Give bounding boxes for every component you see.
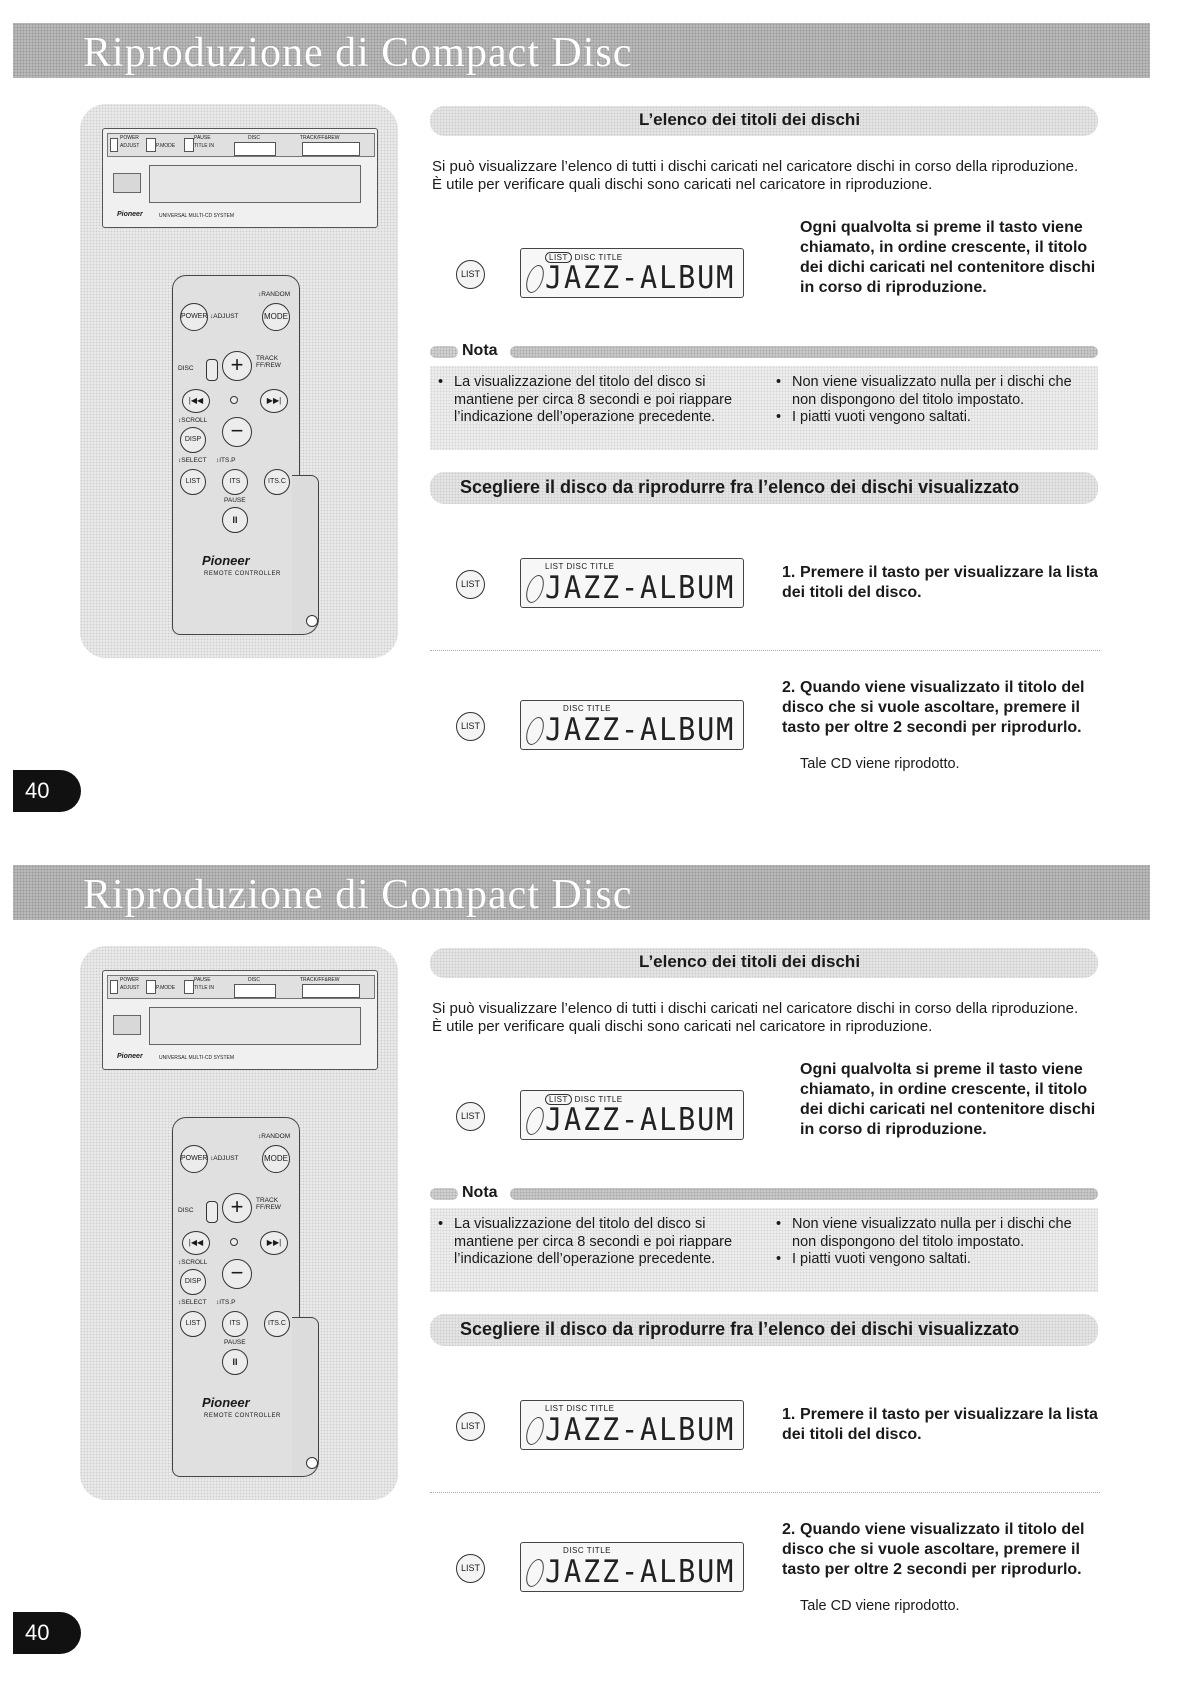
section-disc-title-list-heading: L’elenco dei titoli dei dischi — [639, 952, 861, 971]
hu-track-button — [302, 984, 360, 998]
remote-prev-button: |◀◀ — [182, 1231, 210, 1255]
remote-disp-button: DISP — [180, 427, 206, 453]
nota-bar — [510, 346, 1098, 358]
lcd-display — [520, 1542, 744, 1592]
hu-pause-button — [184, 980, 194, 994]
lcd-disc-title-indicator: DISC TITLE — [563, 1546, 611, 1555]
lcd-list-indicator: LIST — [545, 1094, 572, 1105]
step-text: Premere il tasto per visualizzare la lista dei titoli del disco. — [782, 1406, 1098, 1443]
hu-track-label: TRACK/FF&REW — [300, 977, 340, 983]
nota-label: Nota — [462, 342, 498, 359]
lcd-disc-title-indicator: DISC TITLE — [574, 253, 623, 262]
hu-disc-button — [234, 984, 276, 998]
remote-track-label: TRACK FF/REW — [256, 355, 281, 369]
step-number: 2. — [782, 1521, 796, 1538]
hu-track-label: TRACK/FF&REW — [300, 135, 340, 141]
remote-scroll-label: ↕SCROLL — [178, 1259, 208, 1266]
step-2-note: Tale CD viene riprodotto. — [800, 1598, 960, 1614]
list-button-icon: LIST — [456, 1412, 485, 1441]
head-unit-illustration — [102, 970, 384, 1074]
section-choose-disc — [430, 472, 1098, 504]
section-disc-title-list-heading: L’elenco dei titoli dei dischi — [639, 110, 861, 129]
nota-header — [430, 1184, 1098, 1204]
lcd-disc-title-indicator: DISC TITLE — [566, 562, 615, 571]
nota-pill — [430, 1188, 458, 1200]
nota-item: • I piatti vuoti vengono saltati. — [772, 409, 1094, 427]
lcd-display — [520, 558, 744, 608]
hu-subtitle: UNIVERSAL MULTI-CD SYSTEM — [159, 1055, 235, 1061]
remote-lanyard-hole — [306, 615, 318, 627]
page-header — [13, 23, 1150, 78]
step-text: Quando viene visualizzato il titolo del disco che si vuole ascoltare, premere il tasto per oltre 2 secondi per riprodurlo. — [782, 1521, 1085, 1578]
page-header — [13, 865, 1150, 920]
remote-select-label: ↕SELECT — [178, 457, 207, 464]
head-unit-button-strip — [107, 975, 375, 999]
remote-itsp-label: ↕ITS.P — [216, 457, 236, 464]
hu-title-in-label: TITLE IN — [194, 143, 215, 149]
instruction-text: Ogni qualvolta si preme il tasto viene chiamato, in ordine crescente, il titolo dei dichi caricati nel contenitore dischi in corso di riproduzione. — [800, 1061, 1096, 1138]
remote-random-label: ↕RANDOM — [258, 1133, 291, 1140]
instruction-text: Ogni qualvolta si preme il tasto viene chiamato, in ordine crescente, il titolo dei dichi caricati nel contenitore dischi in corso di riproduzione. — [800, 219, 1096, 296]
nota-column-left — [434, 374, 754, 427]
hu-pause-label: PAUSE — [194, 977, 211, 983]
list-button-icon: LIST — [456, 1554, 485, 1583]
hu-track-button — [302, 142, 360, 156]
step-number: 1. — [782, 1406, 796, 1423]
hu-adjust-label: ADJUST — [120, 985, 140, 991]
hu-brand-logo: Pioneer — [117, 1053, 143, 1060]
disc-icon — [523, 717, 547, 745]
remote-itsp-label: ↕ITS.P — [216, 1299, 236, 1306]
remote-next-button: ▶▶| — [260, 389, 288, 413]
hu-pmode-label: P.MODE — [156, 143, 176, 149]
step-2 — [782, 678, 1102, 738]
hu-adjust-label: ADJUST — [120, 143, 140, 149]
remote-brand-logo: Pioneer — [202, 553, 250, 568]
nota-item: • I piatti vuoti vengono saltati. — [772, 1251, 1094, 1269]
nota-box — [430, 366, 1098, 450]
nota-box — [430, 1208, 1098, 1292]
lcd-text: JAZZ-ALBUM — [545, 1554, 736, 1590]
head-unit-button-strip — [107, 133, 375, 157]
nota-column-right — [772, 374, 1094, 427]
remote-disc-label: DISC — [178, 1207, 194, 1214]
list-button-icon: LIST — [456, 260, 485, 289]
section-choose-disc-heading: Scegliere il disco da riprodurre fra l’elenco dei dischi visualizzato — [460, 477, 1020, 497]
remote-its-button: ITS — [222, 469, 248, 495]
hu-disc-label: DISC — [248, 977, 260, 983]
hu-brand-logo: Pioneer — [117, 211, 143, 218]
hu-power-button — [110, 980, 118, 994]
disc-icon — [523, 265, 547, 293]
nota-header — [430, 342, 1098, 362]
remote-minus-button: − — [222, 417, 252, 447]
lcd-list-indicator: LIST — [545, 1404, 564, 1413]
remote-prev-button: |◀◀ — [182, 389, 210, 413]
lcd-disc-title-indicator: DISC TITLE — [566, 1404, 615, 1413]
step-1 — [782, 563, 1102, 603]
section-choose-disc — [430, 1314, 1098, 1346]
hu-display — [149, 165, 361, 203]
intro-text: Si può visualizzare l’elenco di tutti i dischi caricati nel caricatore dischi in corso della riproduzione. È utile per verificare quali dischi sono caricati nel caricatore in riproduzione. — [432, 158, 1079, 193]
remote-disc-up-button — [206, 359, 218, 381]
hu-pause-label: PAUSE — [194, 135, 211, 141]
remote-mode-button: MODE — [262, 1145, 290, 1173]
step-1 — [782, 1405, 1102, 1445]
remote-itsc-button: ITS.C — [264, 1311, 290, 1337]
remote-plus-button: + — [222, 351, 252, 381]
remote-lanyard-hole — [306, 1457, 318, 1469]
remote-disp-button: DISP — [180, 1269, 206, 1295]
remote-brand-logo: Pioneer — [202, 1395, 250, 1410]
section-choose-disc-heading: Scegliere il disco da riprodurre fra l’elenco dei dischi visualizzato — [460, 1319, 1020, 1339]
step-text: Quando viene visualizzato il titolo del disco che si vuole ascoltare, premere il tasto per oltre 2 secondi per riprodurlo. — [782, 679, 1085, 736]
page-number: 40 — [13, 1612, 81, 1654]
hu-display — [149, 1007, 361, 1045]
remote-subtitle: REMOTE CONTROLLER — [204, 1413, 281, 1419]
remote-minus-button: − — [222, 1259, 252, 1289]
remote-center-dot — [230, 396, 238, 404]
hu-disc-logo — [113, 173, 141, 193]
head-unit-body — [102, 128, 378, 228]
nota-column-left — [434, 1216, 754, 1269]
hu-pmode-button — [146, 138, 156, 152]
remote-list-button: LIST — [180, 1311, 206, 1337]
intro-text: Si può visualizzare l’elenco di tutti i dischi caricati nel caricatore dischi in corso della riproduzione. È utile per verificare quali dischi sono caricati nel caricatore in riproduzione. — [432, 1000, 1079, 1035]
step-number: 2. — [782, 679, 796, 696]
step-2-note: Tale CD viene riprodotto. — [800, 756, 960, 772]
hu-subtitle: UNIVERSAL MULTI-CD SYSTEM — [159, 213, 235, 219]
lcd-list-indicator: LIST — [545, 562, 564, 571]
hu-disc-label: DISC — [248, 135, 260, 141]
section-disc-title-list — [430, 948, 1098, 978]
remote-extension — [292, 475, 319, 635]
lcd-text: JAZZ-ALBUM — [545, 570, 736, 606]
lcd-text: JAZZ-ALBUM — [545, 1102, 736, 1138]
lcd-disc-title-indicator: DISC TITLE — [574, 1095, 623, 1104]
page-title: Riproduzione di Compact Disc — [83, 30, 633, 76]
remote-disc-label: DISC — [178, 365, 194, 372]
remote-random-label: ↕RANDOM — [258, 291, 291, 298]
hu-pmode-button — [146, 980, 156, 994]
nota-pill — [430, 346, 458, 358]
nota-item: • La visualizzazione del titolo del disco si mantiene per circa 8 secondi e poi riappare l’indicazione dell’operazione precedente. — [434, 374, 754, 427]
remote-pause-button: II — [222, 1349, 248, 1375]
remote-adjust-label: ↕ADJUST — [210, 1155, 239, 1162]
remote-disc-up-button — [206, 1201, 218, 1223]
disc-icon — [523, 1417, 547, 1445]
remote-scroll-label: ↕SCROLL — [178, 417, 208, 424]
remote-next-button: ▶▶| — [260, 1231, 288, 1255]
dotted-separator — [430, 650, 1100, 651]
page-title: Riproduzione di Compact Disc — [83, 872, 633, 918]
lcd-disc-title-indicator: DISC TITLE — [563, 704, 611, 713]
remote-power-button: POWER — [180, 1145, 208, 1173]
remote-pause-label: PAUSE — [224, 497, 246, 504]
page-number: 40 — [13, 770, 81, 812]
section-disc-title-list — [430, 106, 1098, 136]
hu-disc-logo — [113, 1015, 141, 1035]
remote-extension — [292, 1317, 319, 1477]
hu-power-label: POWER — [120, 135, 139, 141]
head-unit-body — [102, 970, 378, 1070]
remote-mode-button: MODE — [262, 303, 290, 331]
hu-pmode-label: P.MODE — [156, 985, 176, 991]
disc-icon — [523, 1107, 547, 1135]
remote-its-button: ITS — [222, 1311, 248, 1337]
remote-subtitle: REMOTE CONTROLLER — [204, 571, 281, 577]
nota-item: • Non viene visualizzato nulla per i dischi che non dispongono del titolo impostato. — [772, 374, 1094, 409]
remote-list-button: LIST — [180, 469, 206, 495]
step-text: Premere il tasto per visualizzare la lista dei titoli del disco. — [782, 564, 1098, 601]
nota-label: Nota — [462, 1184, 498, 1201]
hu-pause-button — [184, 138, 194, 152]
hu-power-label: POWER — [120, 977, 139, 983]
list-button-icon: LIST — [456, 712, 485, 741]
disc-icon — [523, 1559, 547, 1587]
nota-item: • Non viene visualizzato nulla per i dischi che non dispongono del titolo impostato. — [772, 1216, 1094, 1251]
remote-power-button: POWER — [180, 303, 208, 331]
nota-item: • La visualizzazione del titolo del disco si mantiene per circa 8 secondi e poi riappare l’indicazione dell’operazione precedente. — [434, 1216, 754, 1269]
disc-icon — [523, 575, 547, 603]
lcd-display — [520, 248, 744, 298]
remote-itsc-button: ITS.C — [264, 469, 290, 495]
list-button-icon: LIST — [456, 1102, 485, 1131]
lcd-display — [520, 700, 744, 750]
nota-column-right — [772, 1216, 1094, 1269]
page-bottom — [0, 842, 1190, 1684]
remote-plus-button: + — [222, 1193, 252, 1223]
lcd-text: JAZZ-ALBUM — [545, 260, 736, 296]
step-2 — [782, 1520, 1102, 1580]
lcd-list-indicator: LIST — [545, 252, 572, 263]
head-unit-illustration — [102, 128, 384, 232]
hu-power-button — [110, 138, 118, 152]
list-button-icon: LIST — [456, 570, 485, 599]
nota-bar — [510, 1188, 1098, 1200]
hu-disc-button — [234, 142, 276, 156]
remote-illustration — [172, 275, 318, 637]
lcd-text: JAZZ-ALBUM — [545, 1412, 736, 1448]
remote-pause-button: II — [222, 507, 248, 533]
remote-center-dot — [230, 1238, 238, 1246]
hu-title-in-label: TITLE IN — [194, 985, 215, 991]
remote-select-label: ↕SELECT — [178, 1299, 207, 1306]
lcd-display — [520, 1400, 744, 1450]
remote-adjust-label: ↕ADJUST — [210, 313, 239, 320]
remote-pause-label: PAUSE — [224, 1339, 246, 1346]
lcd-display — [520, 1090, 744, 1140]
dotted-separator — [430, 1492, 1100, 1493]
remote-track-label: TRACK FF/REW — [256, 1197, 281, 1211]
step-number: 1. — [782, 564, 796, 581]
remote-illustration — [172, 1117, 318, 1479]
lcd-text: JAZZ-ALBUM — [545, 712, 736, 748]
